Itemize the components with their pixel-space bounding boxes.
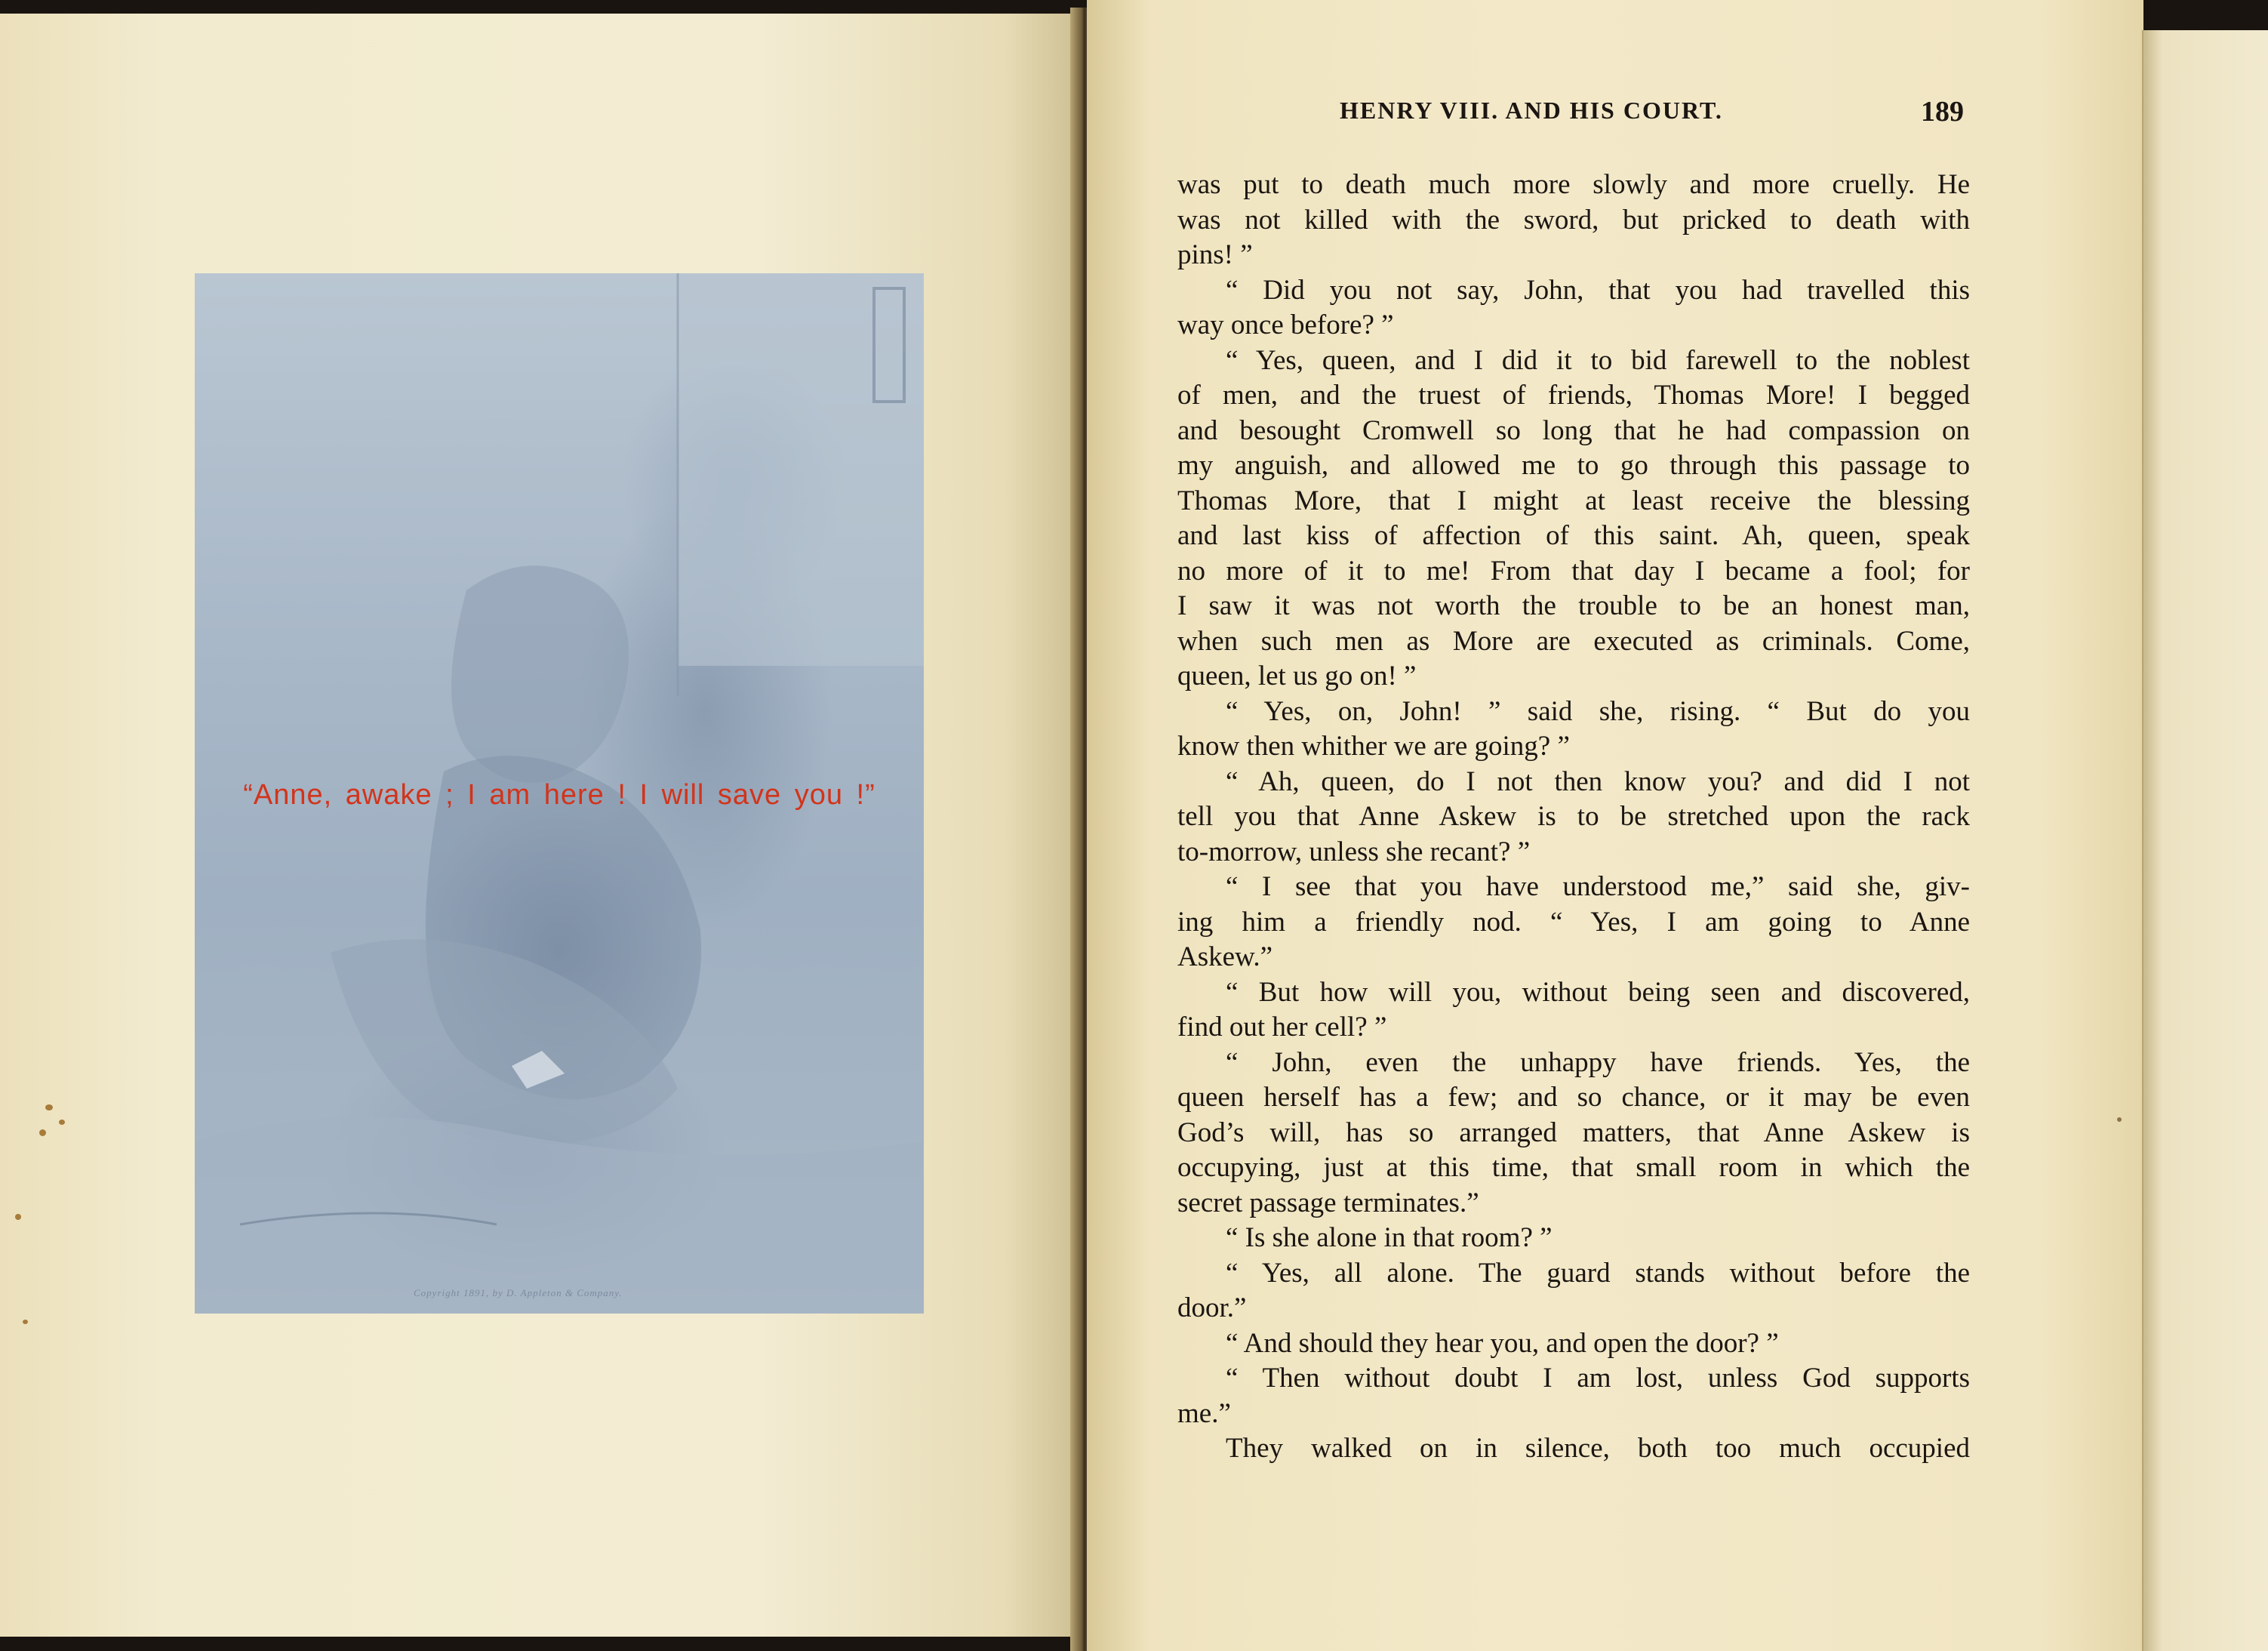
text-line: “ Then without doubt I am lost, unless God supports	[1226, 1363, 1970, 1394]
text-line: pins! ”	[1177, 239, 1253, 270]
text-line: Thomas More, that I might at least receive the blessing	[1177, 485, 1970, 516]
text-line: way once before? ”	[1177, 310, 1394, 340]
text-line: find out her cell? ”	[1177, 1012, 1387, 1043]
foxing-spot	[45, 1104, 53, 1110]
foxing-spot	[59, 1120, 65, 1125]
text-line: no more of it to me! From that day I became a fool; for	[1177, 555, 1970, 587]
text-line: God’s will, has so arranged matters, that Anne Askew is	[1177, 1117, 1970, 1148]
text-line: know then whither we are going? ”	[1177, 731, 1570, 762]
foxing-spot	[39, 1129, 46, 1136]
text-line: occupying, just at this time, that small room in which the	[1177, 1152, 1970, 1183]
text-line: “ And should they hear you, and open the door? ”	[1226, 1327, 1779, 1359]
text-line: queen, let us go on! ”	[1177, 661, 1417, 692]
text-line: tell you that Anne Askew is to be stretched upon the rack	[1177, 801, 1970, 832]
text-line: and last kiss of affection of this saint. Ah, queen, speak	[1177, 520, 1970, 551]
text-line: my anguish, and allowed me to go through this passage to	[1177, 450, 1970, 481]
text-line: of men, and the truest of friends, Thomas More! I begged	[1177, 380, 1970, 411]
text-line: to-morrow, unless she recant? ”	[1177, 836, 1531, 867]
frontispiece-plate	[195, 273, 924, 1314]
foxing-spot	[23, 1320, 28, 1324]
page-number: 189	[1921, 96, 1964, 128]
text-line: secret passage terminates.”	[1177, 1187, 1479, 1218]
text-line: was put to death much more slowly and more cruelly. He	[1177, 169, 1970, 200]
text-line: “ Yes, on, John! ” said she, rising. “ But do you	[1226, 695, 1970, 727]
cover-edge	[2142, 30, 2268, 1651]
text-line: door.”	[1177, 1292, 1247, 1323]
text-line: “ Did you not say, John, that you had travelled this	[1226, 274, 1970, 306]
text-line: “ Yes, queen, and I did it to bid farewell to the noblest	[1226, 344, 1970, 376]
text-line: “ John, even the unhappy have friends. Yes, the	[1226, 1046, 1970, 1078]
text-line: “ I see that you have understood me,” said she, giv-	[1226, 871, 1970, 902]
foxing-spot	[2117, 1117, 2122, 1122]
text-line: “ Ah, queen, do I not then know you? and did I not	[1226, 765, 1970, 797]
foxing-spot	[15, 1214, 21, 1220]
text-line: me.”	[1177, 1397, 1231, 1429]
text-line: “ Yes, all alone. The guard stands without before the	[1226, 1257, 1970, 1289]
plate-credit: Copyright 1891, by D. Appleton & Company.	[414, 1287, 623, 1298]
text-line: and besought Cromwell so long that he had compassion on	[1177, 414, 1970, 446]
plate-caption: “Anne, awake ; I am here ! I will save you !”	[243, 779, 876, 811]
text-line: “ But how will you, without being seen and discovered,	[1226, 976, 1970, 1008]
text-line: when such men as More are executed as criminals. Come,	[1177, 625, 1970, 657]
text-line: I saw it was not worth the trouble to be an honest man,	[1177, 590, 1970, 621]
running-head: HENRY VIII. AND HIS COURT.	[1340, 97, 1723, 124]
text-line: was not killed with the sword, but pricked to death with	[1177, 204, 1970, 236]
text-line: queen herself has a few; and so chance, or it may be even	[1177, 1082, 1970, 1113]
text-line: “ Is she alone in that room? ”	[1226, 1222, 1553, 1253]
text-line: They walked on in silence, both too much occupied	[1226, 1433, 1970, 1464]
text-line: Askew.”	[1177, 941, 1273, 972]
text-line: ing him a friendly nod. “ Yes, I am going to Anne	[1177, 906, 1970, 938]
page-body-text	[1177, 168, 1970, 1467]
